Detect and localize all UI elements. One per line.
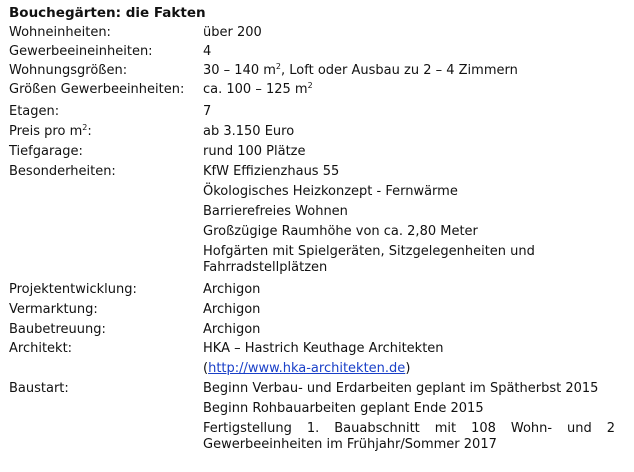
superscript: 2 (275, 62, 282, 71)
architekt-link[interactable]: http://www.hka-architekten.de (208, 361, 406, 376)
label-preis (9, 124, 92, 140)
baustart-item: Beginn Rohbauarbeiten geplant Ende 2015 (203, 401, 484, 416)
value-text: , Loft oder Ausbau zu 2 – 4 Zimmern (281, 63, 518, 78)
label-besonderheiten: Besonderheiten: (9, 164, 116, 179)
label-architekt: Architekt: (9, 341, 73, 356)
label-gewerbeeinheiten: Gewerbeeineinheiten: (9, 44, 153, 59)
superscript: 2 (82, 123, 88, 132)
label-baustart: Baustart: (9, 381, 69, 396)
besonderheiten-item: Barrierefreies Wohnen (203, 204, 348, 219)
superscript: 2 (307, 81, 313, 90)
label-text: : (87, 124, 92, 139)
label-projektentwicklung: Projektentwicklung: (9, 282, 137, 297)
value-projektentwicklung: Archigon (203, 282, 261, 297)
value-wohneinheiten: über 200 (203, 25, 262, 40)
value-tiefgarage: rund 100 Plätze (203, 144, 306, 159)
label-text: Preis pro m (9, 124, 83, 139)
value-architekt: HKA – Hastrich Keuthage Architekten (203, 341, 444, 356)
label-etagen: Etagen: (9, 104, 60, 119)
label-groessen-gewerbe: Größen Gewerbeeinheiten: (9, 82, 185, 97)
page-title: Bouchegärten: die Fakten (9, 5, 206, 21)
baustart-item: Fertigstellung 1. Bauabschnitt mit 108 Wohn- und 2 Gewerbeeinheiten im Frühjahr/Sommer 2017 (203, 421, 615, 452)
paren-close: ) (405, 361, 411, 376)
besonderheiten-item: KfW Effizienzhaus 55 (203, 164, 340, 179)
label-vermarktung: Vermarktung: (9, 302, 98, 317)
value-preis: ab 3.150 Euro (203, 124, 295, 139)
besonderheiten-item: Hofgärten mit Spielgeräten, Sitzgelegenheiten und Fahrradstellplätzen (203, 244, 535, 275)
value-text: 30 – 140 m (203, 63, 276, 78)
value-vermarktung: Archigon (203, 302, 261, 317)
label-tiefgarage: Tiefgarage: (9, 144, 83, 159)
label-baubetreuung: Baubetreuung: (9, 322, 106, 337)
besonderheiten-item: Ökologisches Heizkonzept - Fernwärme (203, 184, 458, 199)
label-wohneinheiten: Wohneinheiten: (9, 25, 111, 40)
value-gewerbeeinheiten: 4 (203, 44, 212, 59)
besonderheiten-item: Großzügige Raumhöhe von ca. 2,80 Meter (203, 224, 478, 239)
baustart-item: Beginn Verbau- und Erdarbeiten geplant im Spätherbst 2015 (203, 381, 599, 396)
paren-open: ( (203, 361, 209, 376)
value-baubetreuung: Archigon (203, 322, 261, 337)
value-text: ca. 100 – 125 m (203, 82, 308, 97)
label-wohnungsgroessen: Wohnungsgrößen: (9, 63, 128, 78)
value-groessen-gewerbe (203, 82, 313, 98)
value-wohnungsgroessen (203, 63, 518, 79)
value-etagen: 7 (203, 104, 212, 119)
architekt-website (203, 361, 410, 377)
